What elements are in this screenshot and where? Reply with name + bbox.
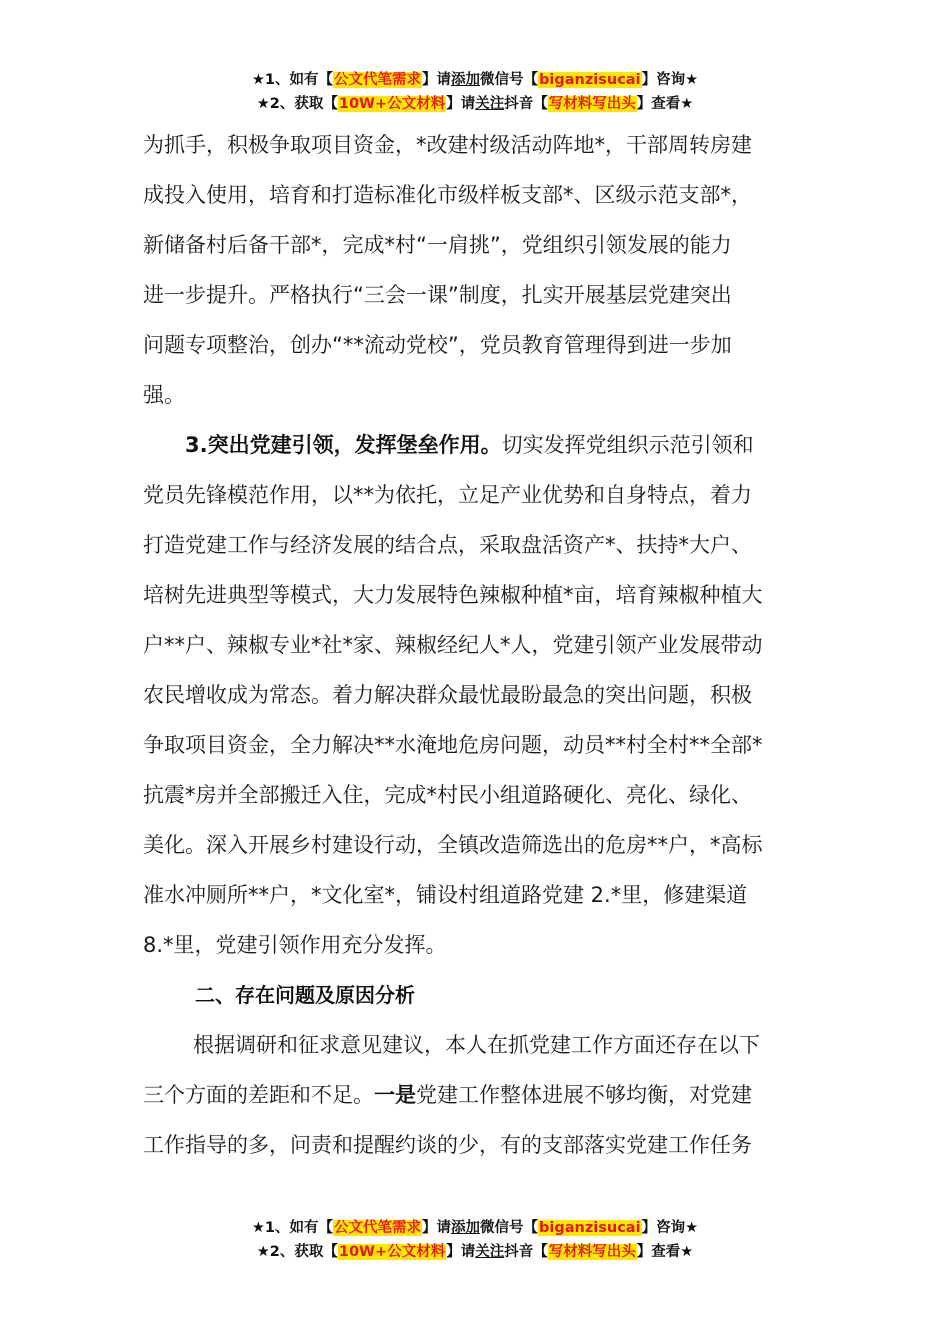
paragraph-text: 党建工作整体进展不够均衡，对党建 — [416, 1083, 752, 1107]
banner-wechat-id: biganzisucai — [539, 1220, 641, 1236]
banner-text: ★1、如有【 — [251, 72, 334, 88]
paragraph-line: 成投入使用，培育和打造标准化市级样板支部*、区级示范支部*， — [143, 183, 752, 207]
banner-underlined-text: 添加 — [451, 1220, 481, 1236]
banner-line-2 — [0, 92, 950, 116]
banner-underlined-text: 关注 — [475, 96, 505, 112]
banner-text: 】请 — [446, 1244, 476, 1260]
banner-highlight: 10W+公文材料 — [338, 96, 446, 112]
banner-text: 】请 — [446, 96, 476, 112]
paragraph-line: 进一步提升。严格执行“三会一课”制度，扎实开展基层党建突出 — [143, 283, 732, 307]
banner-text: 抖音【 — [504, 1244, 548, 1260]
paragraph-line: 农民增收成为常态。着力解决群众最忧最盼最急的突出问题，积极 — [143, 683, 752, 707]
header-banner — [0, 68, 950, 116]
subsection-heading: 3.突出党建引领，发挥堡垒作用。 — [185, 433, 502, 457]
banner-text: 微信号【 — [480, 72, 539, 88]
subsection-line — [143, 420, 808, 470]
paragraph-line — [143, 1070, 808, 1120]
paragraph-line: 抗震*房并全部搬迁入住，完成*村民小组道路硬化、亮化、绿化、 — [143, 783, 752, 807]
banner-douyin-id: 写材料写出头 — [548, 1244, 636, 1260]
banner-text: ★2、获取【 — [256, 1244, 338, 1260]
footer-banner — [0, 1216, 950, 1264]
banner-line-1 — [0, 1216, 950, 1240]
banner-text: 】咨询★ — [641, 72, 699, 88]
banner-text: 】请 — [422, 72, 452, 88]
banner-wechat-id: biganzisucai — [539, 72, 641, 88]
paragraph-line: 美化。深入开展乡村建设行动，全镇改造筛选出的危房**户，*高标 — [143, 833, 763, 857]
banner-text: ★1、如有【 — [251, 1220, 334, 1236]
paragraph-line: 强。 — [143, 383, 185, 407]
banner-text: 微信号【 — [480, 1220, 539, 1236]
paragraph-line: 工作指导的多，问责和提醒约谈的少，有的支部落实党建工作任务 — [143, 1133, 752, 1157]
banner-douyin-id: 写材料写出头 — [548, 96, 636, 112]
banner-highlight: 10W+公文材料 — [338, 1244, 446, 1260]
banner-text: 抖音【 — [504, 96, 548, 112]
banner-highlight: 公文代笔需求 — [334, 72, 422, 88]
paragraph-line: 准水冲厕所**户，*文化室*，铺设村组道路党建 2.*里，修建渠道 — [143, 883, 748, 907]
paragraph-line: 8.*里，党建引领作用充分发挥。 — [143, 933, 447, 957]
paragraph-line: 根据调研和征求意见建议，本人在抓党建工作方面还存在以下 — [193, 1033, 760, 1057]
paragraph-line: 打造党建工作与经济发展的结合点，采取盘活资产*、扶持*大户、 — [143, 533, 752, 557]
banner-underlined-text: 关注 — [475, 1244, 505, 1260]
banner-line-2 — [0, 1240, 950, 1264]
document-body — [143, 120, 808, 1170]
banner-text: ★2、获取【 — [256, 96, 338, 112]
emphasis-text: 一是 — [374, 1083, 416, 1107]
paragraph-line: 培树先进典型等模式，大力发展特色辣椒种植*亩，培育辣椒种植大 — [143, 583, 763, 607]
banner-highlight: 公文代笔需求 — [334, 1220, 422, 1236]
banner-text: 】咨询★ — [641, 1220, 699, 1236]
paragraph-line: 党员先锋模范作用，以**为依托，立足产业优势和自身特点，着力 — [143, 483, 752, 507]
banner-text: 】查看★ — [636, 96, 694, 112]
banner-line-1 — [0, 68, 950, 92]
section-heading: 二、存在问题及原因分析 — [195, 983, 415, 1007]
banner-text: 】请 — [422, 1220, 452, 1236]
banner-underlined-text: 添加 — [451, 72, 481, 88]
paragraph-line: 争取项目资金，全力解决**水淹地危房问题，动员**村全村**全部* — [143, 733, 763, 757]
paragraph-text: 切实发挥党组织示范引领和 — [501, 433, 754, 457]
paragraph-line: 为抓手，积极争取项目资金，*改建村级活动阵地*，干部周转房建 — [143, 133, 752, 157]
paragraph-line: 户**户、辣椒专业*社*家、辣椒经纪人*人，党建引领产业发展带动 — [143, 633, 763, 657]
paragraph-line: 新储备村后备干部*，完成*村“一肩挑”，党组织引领发展的能力 — [143, 233, 732, 257]
paragraph-text: 三个方面的差距和不足。 — [143, 1083, 374, 1107]
banner-text: 】查看★ — [636, 1244, 694, 1260]
paragraph-line: 问题专项整治，创办“**流动党校”，党员教育管理得到进一步加 — [143, 333, 732, 357]
